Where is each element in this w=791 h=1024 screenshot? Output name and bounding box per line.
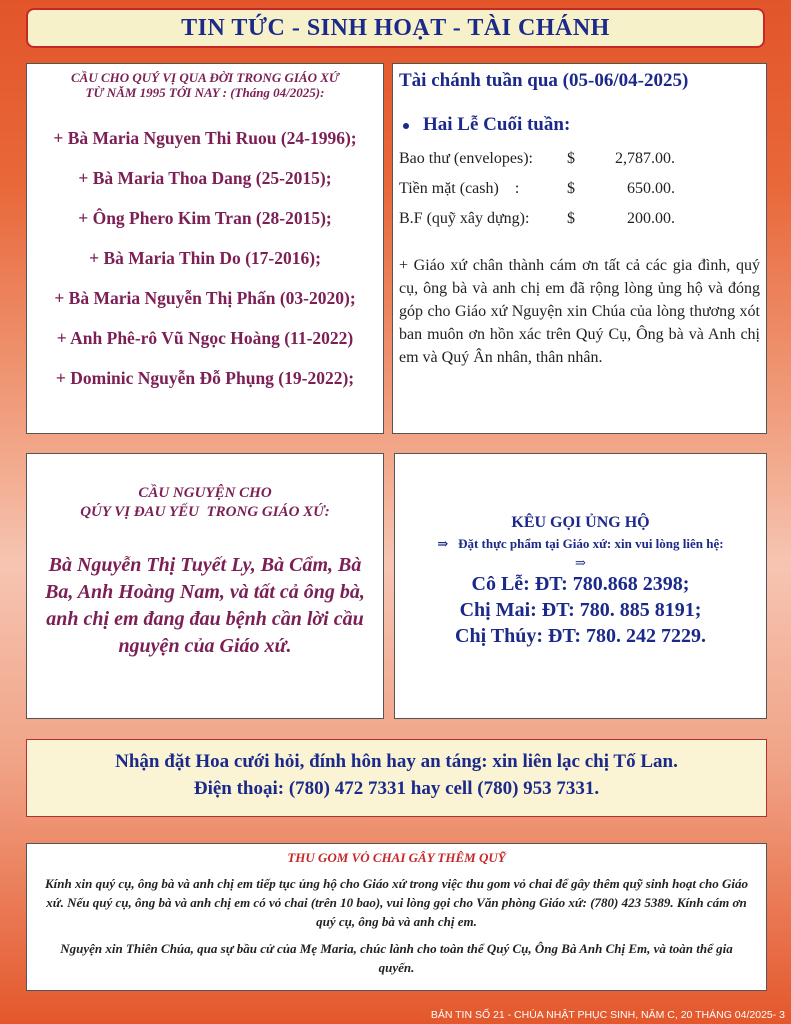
bottle-collection-box: [26, 843, 767, 991]
deceased-heading: [37, 70, 373, 100]
bullet-icon: [403, 123, 409, 129]
row-label: Tiền mặt (cash) :: [399, 180, 520, 197]
list-item: + Anh Phê-rô Vũ Ngọc Hoàng (11-2022): [56, 328, 354, 348]
support-contact: Cô Lễ: ĐT: 780.868 2398;: [471, 573, 690, 595]
table-row: [399, 174, 760, 204]
list-item: + Bà Maria Nguyễn Thị Phấn (03-2020);: [54, 288, 356, 308]
flowers-line1: Nhận đặt Hoa cưới hỏi, đính hôn hay an táng: xin liên lạc chị Tố Lan.: [115, 751, 678, 772]
deceased-heading-line2: TỪ NĂM 1995 TỚI NAY : (Tháng 04/2025):: [85, 85, 325, 100]
list-item: + Bà Maria Thin Do (17-2016);: [89, 248, 321, 268]
support-title: KÊU GỌI ỦNG HỘ: [511, 514, 650, 531]
page-title-banner: [26, 8, 765, 48]
row-amount: 200.00.: [627, 210, 675, 227]
support-subtitle-text: Đặt thực phẩm tại Giáo xứ: xin vui lòng liên hệ:: [458, 536, 724, 551]
bottles-blessing: Nguyện xin Thiên Chúa, qua sự bầu cử của Mẹ Maria, chúc lành cho toàn thể Quý Cụ, Ông Bà Anh Chị Em, và toàn thể gia quyến.: [60, 941, 733, 975]
table-row: [399, 144, 760, 174]
support-contact: Chị Mai: ĐT: 780. 885 8191;: [459, 599, 702, 621]
finance-title: Tài chánh tuần qua (05-06/04-2025): [399, 70, 689, 91]
deceased-list: [37, 128, 373, 388]
row-label: Bao thư (envelopes):: [399, 150, 533, 167]
finance-box: [392, 63, 767, 434]
page-title: TIN TỨC - SINH HOẠT - TÀI CHÁNH: [181, 14, 610, 41]
sick-heading-line2: QÚY VỊ ĐAU YẾU TRONG GIÁO XỨ:: [80, 504, 330, 520]
bottles-title: THU GOM VỎ CHAI GÂY THÊM QUỸ: [287, 850, 506, 865]
flowers-box: [26, 739, 767, 817]
list-item: + Bà Maria Thoa Dang (25-2015);: [78, 168, 332, 188]
row-currency: $: [567, 180, 575, 197]
finance-table: [399, 144, 760, 234]
deceased-heading-line1: CẦU CHO QUÝ VỊ QUA ĐỜI TRONG GIÁO XỨ: [71, 70, 339, 85]
list-item: + Bà Maria Nguyen Thi Ruou (24-1996);: [53, 128, 357, 148]
row-amount: 650.00.: [627, 180, 675, 197]
sick-heading-line1: CẦU NGUYỆN CHO: [138, 485, 272, 501]
finance-bullet: [399, 114, 760, 136]
bottles-paragraph: Kính xin quý cụ, ông bà và anh chị em tiếp tục ủng hộ cho Giáo xứ trong việc thu gom vỏ chai để gây thêm quỹ sinh hoạt cho Giáo xứ. Nếu quý cụ, ông bà và anh chị em có vỏ chai (trên 10 bao), vui lòng gọi cho Văn phòng Giáo xứ: (780) 423 5389. Kính cám ơn quý cụ, ông bà và anh chị em.: [45, 876, 748, 929]
finance-bullet-label: Hai Lễ Cuối tuần:: [423, 114, 571, 135]
table-row: [399, 204, 760, 234]
row-label: B.F (quỹ xây dựng):: [399, 210, 530, 227]
row-currency: $: [567, 150, 575, 167]
sick-prayer-box: [26, 453, 384, 719]
support-box: [394, 453, 767, 719]
sick-heading: [41, 484, 369, 522]
page-footer: BẢN TIN SỐ 21 - CHÚA NHẬT PHỤC SINH, NĂM C, 20 THÁNG 04/2025- 3: [430, 1009, 785, 1021]
finance-thanks: + Giáo xứ chân thành cám ơn tất cả các gia đình, quý cụ, ông bà và anh chị em đã rộng lòng ủng hộ và đóng góp cho Giáo xứ Nguyện xin Chúa của lòng thương xót ban muôn ơn hồn xác trên Quý Cụ, Ông bà và Anh chị em và Quý Ân nhân, thân nhân.: [399, 257, 760, 366]
row-amount: 2,787.00.: [615, 150, 675, 167]
flowers-line2: Điện thoại: (780) 472 7331 hay cell (780) 953 7331.: [193, 778, 600, 799]
deceased-prayer-box: [26, 63, 384, 434]
list-item: + Dominic Nguyễn Đỗ Phụng (19-2022);: [55, 368, 355, 388]
arrow-right-icon: ⇒: [437, 536, 449, 551]
support-contact: Chị Thúy: ĐT: 780. 242 7229.: [455, 625, 706, 647]
list-item: + Ông Phero Kim Tran (28-2015);: [78, 208, 332, 228]
support-subtitle: [403, 536, 758, 552]
sick-names: Bà Nguyễn Thị Tuyết Ly, Bà Cẩm, Bà Ba, Anh Hoàng Nam, và tất cả ông bà, anh chị em đang đau bệnh cần lời cầu nguyện của Giáo xứ.: [45, 554, 365, 657]
arrow-right-icon: ⇒: [575, 555, 586, 570]
row-currency: $: [567, 210, 575, 227]
